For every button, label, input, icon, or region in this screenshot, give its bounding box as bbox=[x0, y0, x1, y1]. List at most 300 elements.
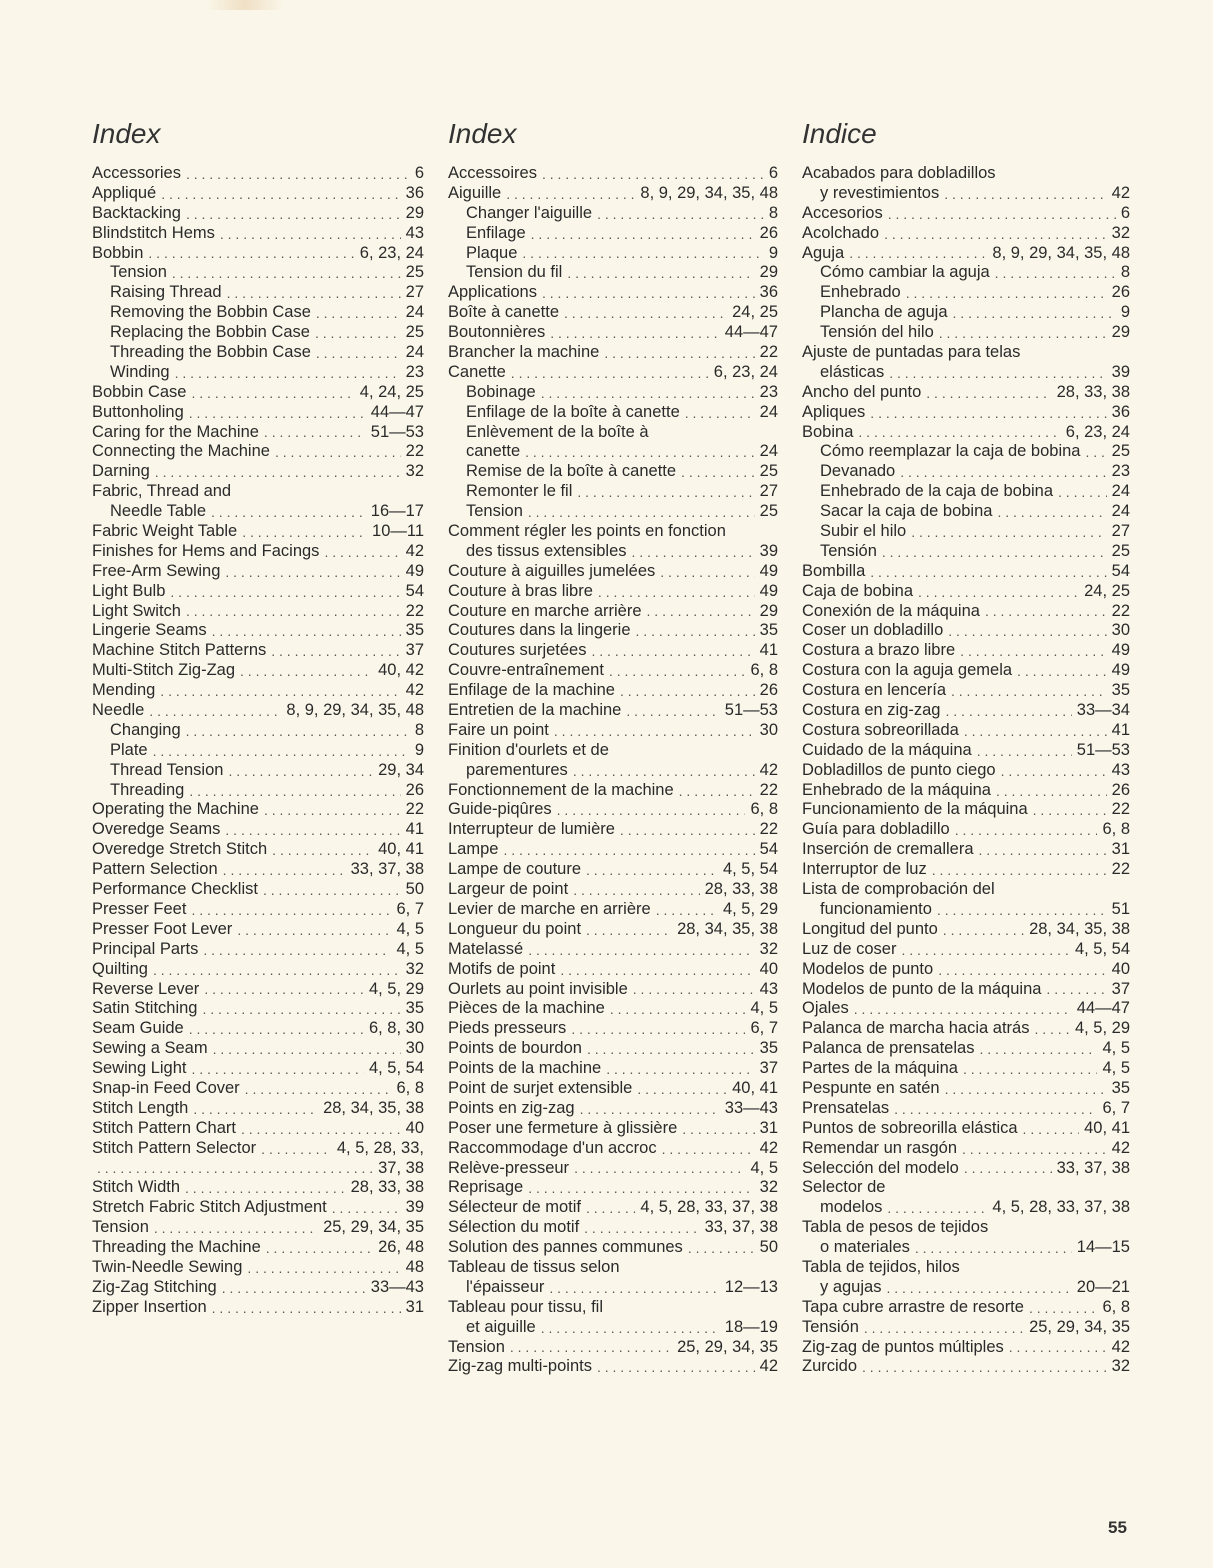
index-term: Bobina bbox=[802, 422, 854, 441]
dot-leader bbox=[550, 324, 720, 343]
index-page-numbers: 8 bbox=[414, 720, 424, 739]
index-term: Couture à aiguilles jumelées bbox=[448, 561, 656, 580]
index-page-numbers: 42 bbox=[405, 541, 424, 560]
index-page-numbers: 26 bbox=[1111, 780, 1130, 799]
index-page-numbers: 22 bbox=[405, 800, 424, 819]
index-page-numbers: 4, 5, 54 bbox=[1074, 939, 1130, 958]
index-entry bbox=[448, 820, 778, 840]
index-term: Zig-Zag Stitching bbox=[92, 1277, 217, 1296]
index-page-numbers: 41 bbox=[1111, 720, 1130, 739]
dot-leader bbox=[237, 921, 391, 940]
index-entry bbox=[92, 1238, 424, 1258]
dot-leader bbox=[647, 602, 755, 621]
dot-leader bbox=[598, 583, 755, 602]
dot-leader bbox=[564, 304, 727, 323]
dot-leader bbox=[1029, 1299, 1098, 1318]
index-subentry bbox=[802, 1238, 1130, 1258]
index-page-numbers: 25 bbox=[759, 502, 778, 521]
index-term: Zipper Insertion bbox=[92, 1297, 207, 1316]
index-page-numbers: 6, 23, 24 bbox=[359, 243, 424, 262]
dot-leader bbox=[245, 1080, 392, 1099]
dot-leader bbox=[264, 423, 366, 442]
dot-leader bbox=[586, 921, 672, 940]
index-term: Performance Checklist bbox=[92, 880, 258, 899]
dot-leader bbox=[560, 961, 754, 980]
index-entry bbox=[802, 1039, 1130, 1059]
index-term: Sélection du motif bbox=[448, 1218, 580, 1237]
index-entry bbox=[802, 820, 1130, 840]
index-term: Sacar la caja de bobina bbox=[820, 502, 993, 521]
dot-leader bbox=[888, 205, 1116, 224]
index-term: Costura en lencería bbox=[802, 681, 946, 700]
dot-leader bbox=[316, 344, 401, 363]
index-term: Selector de bbox=[802, 1178, 886, 1197]
index-term: Enhebrado bbox=[820, 283, 901, 302]
index-term: Stitch Pattern Selector bbox=[92, 1138, 257, 1157]
index-term: Applications bbox=[448, 283, 537, 302]
index-entry bbox=[92, 1059, 424, 1079]
index-page-numbers: 32 bbox=[405, 462, 424, 481]
dot-leader bbox=[573, 762, 755, 781]
index-page-numbers: 49 bbox=[405, 561, 424, 580]
dot-leader bbox=[153, 742, 410, 761]
index-term: Comment régler les points en fonction bbox=[448, 522, 726, 541]
dot-leader bbox=[185, 1179, 346, 1198]
index-subentry bbox=[448, 1318, 778, 1338]
dot-leader bbox=[528, 1179, 754, 1198]
index-term: Fabric, Thread and bbox=[92, 482, 232, 501]
index-entry bbox=[802, 721, 1130, 741]
index-page-numbers: 42 bbox=[759, 1138, 778, 1157]
index-term: Connecting the Machine bbox=[92, 442, 270, 461]
index-subentry bbox=[92, 323, 424, 343]
index-page-numbers: 42 bbox=[759, 760, 778, 779]
spanish-index-column bbox=[802, 114, 1130, 1377]
dot-leader bbox=[193, 1100, 318, 1119]
index-page-numbers: 35 bbox=[405, 999, 424, 1018]
index-page-numbers: 54 bbox=[405, 581, 424, 600]
index-term: Thread Tension bbox=[110, 760, 224, 779]
index-term: Costura en zig-zag bbox=[802, 701, 941, 720]
index-term: Enhebrado de la máquina bbox=[802, 780, 991, 799]
index-term: canette bbox=[466, 442, 521, 461]
index-entry bbox=[448, 1218, 778, 1238]
index-term: Plancha de aguja bbox=[820, 303, 948, 322]
dot-leader bbox=[636, 622, 755, 641]
dot-leader bbox=[901, 941, 1069, 960]
dot-leader bbox=[212, 1299, 401, 1318]
dot-leader bbox=[528, 503, 755, 522]
index-term: Tension bbox=[466, 502, 523, 521]
index-page-numbers: 4, 24, 25 bbox=[359, 382, 424, 401]
index-entry bbox=[448, 741, 778, 761]
index-page-numbers: 8 bbox=[1120, 263, 1130, 282]
index-subentry bbox=[448, 423, 778, 443]
dot-leader bbox=[522, 244, 763, 263]
dot-leader bbox=[186, 602, 401, 621]
index-term: Motifs de point bbox=[448, 959, 556, 978]
dot-leader bbox=[900, 463, 1106, 482]
index-term: Mending bbox=[92, 681, 156, 700]
index-term: Partes de la máquina bbox=[802, 1059, 958, 1078]
index-page-numbers: 23 bbox=[405, 362, 424, 381]
dot-leader bbox=[222, 1279, 366, 1298]
index-page-numbers: 25 bbox=[405, 263, 424, 282]
index-page-numbers: 40, 41 bbox=[1084, 1118, 1130, 1137]
index-entry bbox=[92, 1139, 424, 1159]
index-page-numbers: 50 bbox=[759, 1238, 778, 1257]
index-page-numbers: 37 bbox=[1111, 979, 1130, 998]
index-term: Selección del modelo bbox=[802, 1158, 959, 1177]
index-page-numbers: 37 bbox=[405, 641, 424, 660]
index-entry bbox=[448, 681, 778, 701]
dot-leader bbox=[531, 225, 755, 244]
index-page-numbers: 37 bbox=[759, 1059, 778, 1078]
index-entry bbox=[92, 562, 424, 582]
dot-leader bbox=[1023, 1120, 1080, 1139]
index-entry bbox=[802, 761, 1130, 781]
index-subentry bbox=[448, 482, 778, 502]
index-entry bbox=[802, 1019, 1130, 1039]
index-page-numbers: 54 bbox=[1111, 561, 1130, 580]
index-subentry bbox=[448, 403, 778, 423]
index-term: et aiguille bbox=[466, 1317, 536, 1336]
index-term: Accessories bbox=[92, 164, 181, 182]
dot-leader bbox=[633, 980, 755, 999]
index-term: Enlèvement de la boîte à bbox=[466, 422, 649, 441]
index-page-numbers: 32 bbox=[1111, 1357, 1130, 1376]
index-term: Ancho del punto bbox=[802, 382, 922, 401]
index-term: Bombilla bbox=[802, 561, 866, 580]
dot-leader bbox=[597, 205, 764, 224]
index-page-numbers: 54 bbox=[759, 840, 778, 859]
dot-leader bbox=[906, 284, 1107, 303]
index-entry bbox=[92, 204, 424, 224]
dot-leader bbox=[172, 264, 401, 283]
index-entry bbox=[802, 164, 1130, 184]
index-term: Cómo cambiar la aguja bbox=[820, 263, 990, 282]
dot-leader bbox=[571, 1020, 745, 1039]
dot-leader bbox=[864, 1319, 1024, 1338]
index-entry bbox=[92, 621, 424, 641]
index-page-numbers: 49 bbox=[1111, 661, 1130, 680]
index-page-numbers: 8, 9, 29, 34, 35, 48 bbox=[286, 701, 424, 720]
dot-leader bbox=[960, 642, 1106, 661]
index-entry bbox=[92, 244, 424, 264]
index-term: Light Bulb bbox=[92, 581, 166, 600]
dot-leader bbox=[1058, 483, 1107, 502]
index-term: Accessoires bbox=[448, 164, 537, 182]
index-subentry bbox=[802, 900, 1130, 920]
index-page-numbers: 22 bbox=[405, 442, 424, 461]
dot-leader bbox=[870, 404, 1106, 423]
index-term: Stitch Length bbox=[92, 1098, 189, 1117]
index-entry bbox=[448, 184, 778, 204]
index-page-numbers: 25 bbox=[1111, 442, 1130, 461]
index-entry bbox=[92, 880, 424, 900]
index-subentry bbox=[802, 323, 1130, 343]
index-subentry bbox=[92, 303, 424, 323]
index-entry bbox=[448, 323, 778, 343]
index-subentry bbox=[802, 522, 1130, 542]
index-page-numbers: 6, 7 bbox=[750, 1019, 778, 1038]
index-term: Costura con la aguja gemela bbox=[802, 661, 1013, 680]
column-title: Indice bbox=[802, 118, 877, 149]
index-page-numbers: 31 bbox=[1111, 840, 1130, 859]
french-index-column bbox=[448, 114, 778, 1377]
index-term: Plate bbox=[110, 740, 148, 759]
dot-leader bbox=[227, 284, 401, 303]
index-term: Raising Thread bbox=[110, 283, 222, 302]
index-subentry bbox=[448, 761, 778, 781]
index-term: Boutonnières bbox=[448, 323, 546, 342]
index-subentry bbox=[92, 343, 424, 363]
index-subentry bbox=[448, 462, 778, 482]
index-term: Funcionamiento de la máquina bbox=[802, 800, 1028, 819]
index-term: Overedge Seams bbox=[92, 820, 221, 839]
index-entry bbox=[92, 482, 424, 502]
index-entry bbox=[448, 1159, 778, 1179]
index-term: Palanca de marcha hacia atrás bbox=[802, 1019, 1030, 1038]
index-term: Coutures dans la lingerie bbox=[448, 621, 631, 640]
dot-leader bbox=[953, 304, 1116, 323]
dot-leader bbox=[584, 1219, 699, 1238]
index-page-numbers: 51—53 bbox=[724, 701, 778, 720]
index-entry bbox=[92, 980, 424, 1000]
dot-leader bbox=[240, 662, 373, 681]
index-page-numbers: 6, 8 bbox=[396, 1078, 424, 1097]
index-entry bbox=[92, 522, 424, 542]
dot-leader bbox=[604, 344, 754, 363]
index-entry bbox=[802, 423, 1130, 443]
index-entry bbox=[448, 164, 778, 184]
dot-leader bbox=[944, 185, 1106, 204]
index-term: y revestimientos bbox=[820, 183, 940, 202]
index-entry bbox=[92, 900, 424, 920]
dot-leader bbox=[153, 961, 401, 980]
dot-leader bbox=[862, 1358, 1107, 1377]
index-term: Ojales bbox=[802, 999, 849, 1018]
index-subentry bbox=[92, 721, 424, 741]
dot-leader bbox=[567, 264, 754, 283]
index-subentry bbox=[802, 283, 1130, 303]
index-entry bbox=[802, 1139, 1130, 1159]
index-term: Caja de bobina bbox=[802, 581, 914, 600]
index-page-numbers: 51 bbox=[1111, 899, 1130, 918]
index-term: Bobinage bbox=[466, 382, 536, 401]
dot-leader bbox=[525, 443, 755, 462]
index-entry bbox=[802, 801, 1130, 821]
index-term: Inserción de cremallera bbox=[802, 840, 974, 859]
index-subentry bbox=[802, 482, 1130, 502]
index-term: elásticas bbox=[820, 362, 885, 381]
index-page-numbers: 6, 8 bbox=[750, 661, 778, 680]
index-subentry bbox=[92, 363, 424, 383]
index-page-numbers: 22 bbox=[759, 343, 778, 361]
index-entry bbox=[448, 1139, 778, 1159]
dot-leader bbox=[241, 1120, 401, 1139]
index-page-numbers: 42 bbox=[1111, 1138, 1130, 1157]
dot-leader bbox=[932, 861, 1107, 880]
index-page-numbers: 27 bbox=[405, 283, 424, 302]
index-term: Blindstitch Hems bbox=[92, 223, 215, 242]
index-page-numbers: 33—34 bbox=[1076, 701, 1130, 720]
index-term: Palanca de prensatelas bbox=[802, 1039, 975, 1058]
index-page-numbers: 42 bbox=[1111, 183, 1130, 202]
index-entry bbox=[448, 1298, 778, 1318]
index-page-numbers: 40 bbox=[405, 1118, 424, 1137]
index-term: Largeur de point bbox=[448, 880, 569, 899]
index-term: Winding bbox=[110, 362, 170, 381]
dot-leader bbox=[503, 841, 754, 860]
index-term: Enfilage de la machine bbox=[448, 681, 615, 700]
index-page-numbers: 24 bbox=[1111, 502, 1130, 521]
dot-leader bbox=[211, 503, 366, 522]
index-term: Enhebrado de la caja de bobina bbox=[820, 482, 1054, 501]
index-entry bbox=[92, 542, 424, 562]
index-entry bbox=[802, 343, 1130, 363]
dot-leader bbox=[577, 483, 754, 502]
index-page-numbers: 4, 5 bbox=[396, 919, 424, 938]
index-subentry bbox=[802, 542, 1130, 562]
dot-leader bbox=[926, 384, 1051, 403]
dot-leader bbox=[620, 821, 755, 840]
dot-leader bbox=[586, 1199, 635, 1218]
index-term: Caring for the Machine bbox=[92, 422, 259, 441]
index-entry bbox=[92, 1079, 424, 1099]
index-term: Operating the Machine bbox=[92, 800, 259, 819]
index-page-numbers: 24 bbox=[405, 303, 424, 322]
dot-leader bbox=[204, 980, 364, 999]
index-page-numbers: 6 bbox=[768, 164, 778, 182]
index-term: Couture à bras libre bbox=[448, 581, 593, 600]
dot-leader bbox=[1017, 662, 1107, 681]
index-term: Acabados para dobladillos bbox=[802, 164, 996, 182]
index-term: Brancher la machine bbox=[448, 343, 600, 361]
dot-leader bbox=[324, 543, 400, 562]
index-page-numbers: 9 bbox=[768, 243, 778, 262]
index-entry bbox=[448, 1059, 778, 1079]
dot-leader bbox=[962, 1140, 1107, 1159]
dot-leader bbox=[1009, 1338, 1107, 1357]
dot-leader bbox=[685, 404, 755, 423]
index-subentry bbox=[802, 462, 1130, 482]
index-entry bbox=[448, 999, 778, 1019]
index-page-numbers: 22 bbox=[759, 820, 778, 839]
index-entry bbox=[92, 840, 424, 860]
dot-leader bbox=[979, 1040, 1097, 1059]
index-term: Longueur du point bbox=[448, 919, 582, 938]
column-title: Index bbox=[92, 118, 161, 149]
index-term: Changing bbox=[110, 720, 181, 739]
index-page-numbers: 30 bbox=[405, 1039, 424, 1058]
index-page-numbers: 4, 5 bbox=[1102, 1039, 1130, 1058]
index-entry bbox=[448, 940, 778, 960]
index-entry bbox=[92, 1198, 424, 1218]
index-term: Bobbin bbox=[92, 243, 144, 262]
index-page-numbers: 37, 38 bbox=[378, 1158, 424, 1177]
index-subentry bbox=[802, 363, 1130, 383]
index-term: Lampe bbox=[448, 840, 499, 859]
index-subentry bbox=[802, 184, 1130, 204]
index-page-numbers: 18—19 bbox=[724, 1317, 778, 1336]
index-subentry bbox=[92, 502, 424, 522]
index-entry bbox=[92, 442, 424, 462]
index-term: Remise de la boîte à canette bbox=[466, 462, 677, 481]
dot-leader bbox=[202, 1000, 400, 1019]
index-page-numbers: 12—13 bbox=[724, 1277, 778, 1296]
index-term: Backtacking bbox=[92, 203, 181, 222]
index-page-numbers: 8, 9, 29, 34, 35, 48 bbox=[640, 183, 778, 202]
dot-leader bbox=[160, 682, 400, 701]
index-page-numbers: 6, 8 bbox=[1102, 1297, 1130, 1316]
index-term: Acolchado bbox=[802, 223, 880, 242]
index-term: Aiguille bbox=[448, 183, 502, 202]
index-page-numbers: 28, 34, 35, 38 bbox=[323, 1098, 424, 1117]
dot-leader bbox=[1085, 443, 1106, 462]
index-entry bbox=[448, 283, 778, 303]
index-term: Faire un point bbox=[448, 720, 549, 739]
index-page-numbers: 20—21 bbox=[1076, 1277, 1130, 1296]
dot-leader bbox=[242, 523, 367, 542]
dot-leader bbox=[995, 264, 1116, 283]
index-entry bbox=[802, 1099, 1130, 1119]
index-page-numbers: 9 bbox=[414, 740, 424, 759]
index-page-numbers: 40, 42 bbox=[378, 661, 424, 680]
dot-leader bbox=[660, 563, 754, 582]
index-entry bbox=[802, 999, 1130, 1019]
index-entry bbox=[448, 1178, 778, 1198]
index-entry bbox=[802, 621, 1130, 641]
index-entry bbox=[448, 641, 778, 661]
index-term: Changer l'aiguille bbox=[466, 203, 593, 222]
index-page-numbers: 6, 23, 24 bbox=[713, 362, 778, 381]
dot-leader bbox=[275, 443, 401, 462]
dot-leader bbox=[1046, 980, 1106, 999]
index-page-numbers: 29 bbox=[405, 203, 424, 222]
dot-leader bbox=[97, 1159, 373, 1178]
index-entry bbox=[92, 423, 424, 443]
index-term: Pespunte en satén bbox=[802, 1078, 940, 1097]
index-page-numbers: 41 bbox=[759, 641, 778, 660]
dot-leader bbox=[637, 1080, 727, 1099]
index-page-numbers: 25, 29, 34, 35 bbox=[1029, 1317, 1130, 1336]
index-term: funcionamiento bbox=[820, 899, 932, 918]
index-term: Pieds presseurs bbox=[448, 1019, 567, 1038]
dot-leader bbox=[996, 782, 1107, 801]
index-subentry bbox=[92, 283, 424, 303]
index-page-numbers: 28, 34, 35, 38 bbox=[1029, 919, 1130, 938]
dot-leader bbox=[997, 503, 1106, 522]
index-page-numbers: 51—53 bbox=[370, 422, 424, 441]
index-page-numbers: 29 bbox=[759, 601, 778, 620]
index-page-numbers: 6, 8 bbox=[750, 800, 778, 819]
index-page-numbers: 33—43 bbox=[724, 1098, 778, 1117]
index-page-numbers: 6, 23, 24 bbox=[1065, 422, 1130, 441]
index-term: Removing the Bobbin Case bbox=[110, 303, 311, 322]
index-entry bbox=[92, 820, 424, 840]
index-term: Coutures surjetées bbox=[448, 641, 587, 660]
index-entry bbox=[448, 860, 778, 880]
dot-leader bbox=[887, 1199, 987, 1218]
dot-leader bbox=[261, 1140, 332, 1159]
dot-leader bbox=[528, 941, 754, 960]
dot-leader bbox=[609, 662, 746, 681]
index-entry bbox=[92, 224, 424, 244]
index-term: Lista de comprobación del bbox=[802, 880, 995, 899]
index-term: Light Switch bbox=[92, 601, 181, 620]
index-page-numbers: 49 bbox=[759, 581, 778, 600]
